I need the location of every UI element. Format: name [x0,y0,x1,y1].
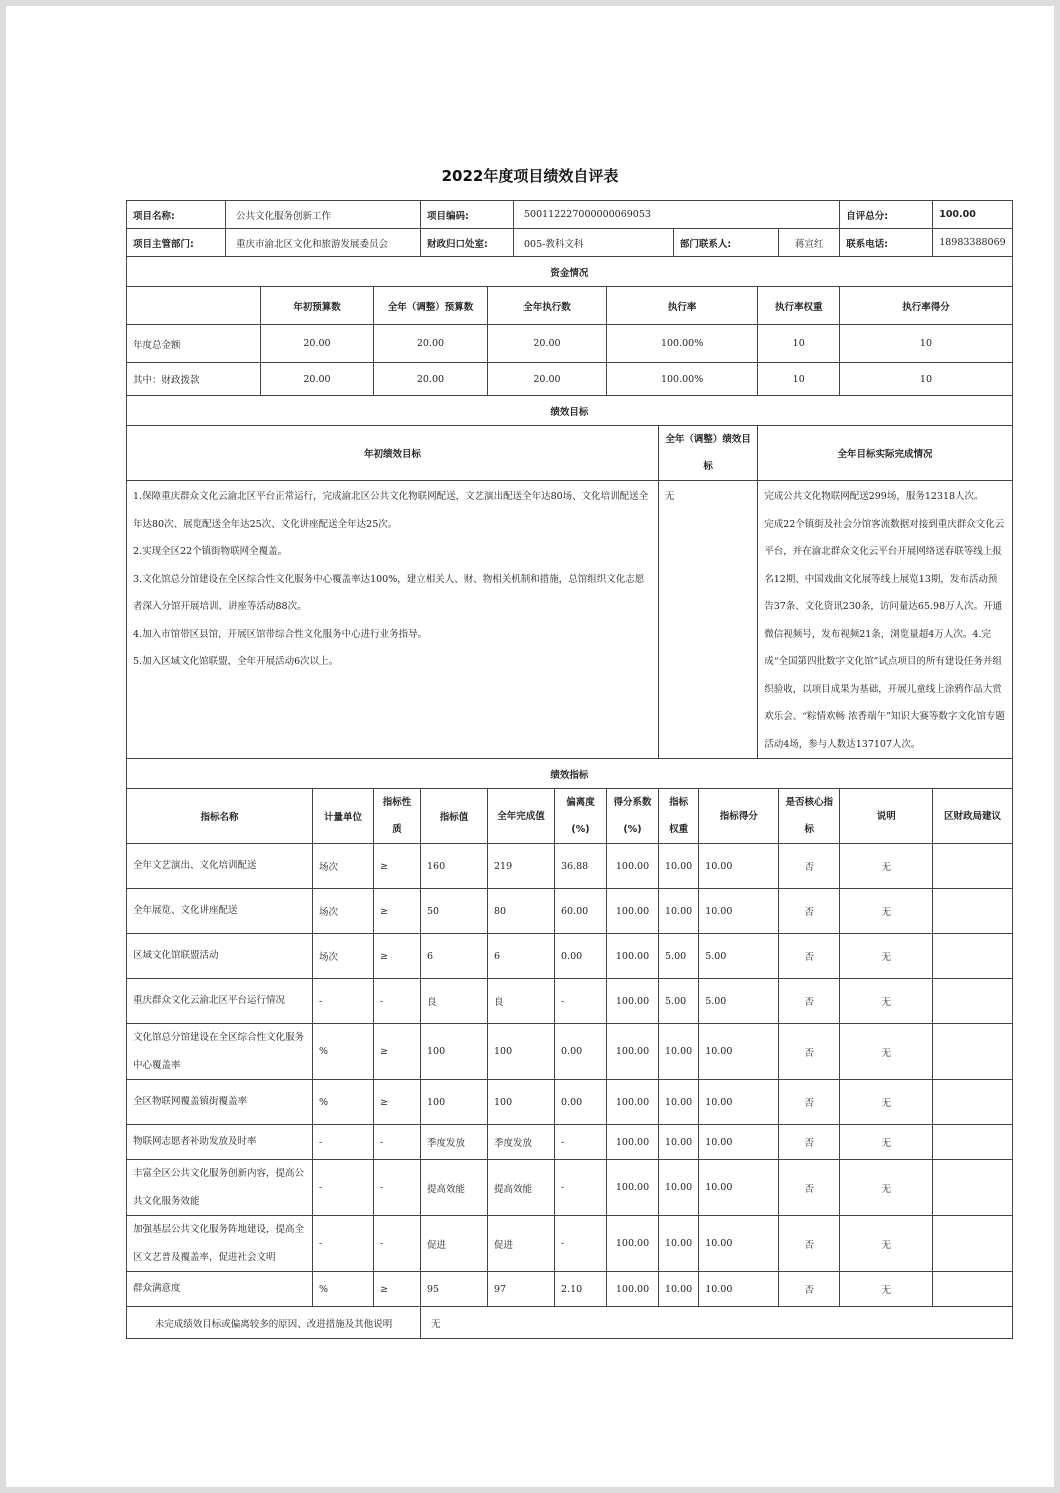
ind-header-actual: 全年完成值 [488,789,555,844]
indicator-name: 全区物联网覆盖镇街覆盖率 [127,1080,313,1125]
indicator-coef: 100.00 [607,1272,659,1307]
indicator-dev: 60.00 [555,889,607,934]
indicator-unit: - [313,1160,374,1216]
funds-row [127,325,1013,363]
indicator-advice [933,934,1013,979]
goals-actual-text-body: 完成公共文化物联网配送299场，服务12318人次。 完成22个镇街及社会分馆客流数据对接到重庆群众文化云平台，并在渝北群众文化云平台开展网络送春联等线上报名12期、中国戏曲文化展等线上展览13期，发布活动预告37条、文化资讯230条，访问量达65.98万人次。开通微信视频号，发布视频21条，浏览量超4万人次。4.完成“全国第四批数字文化馆”试点项目的所有建设任务并组织验收，以项目成果为基础，开展儿童线上涂鸦作品大赏欢乐会、“粽情欢畅 浓香端午”知识大赛等数字文化馆专题活动4场，参与人数达137107人次。 [764,491,1005,750]
indicator-unit: - [313,1125,374,1160]
indicator-actual: 100 [488,1080,555,1125]
funds-cell: 10 [758,363,840,396]
footer-value: 无 [421,1307,1013,1339]
funds-section-title: 资金情况 [127,257,1013,287]
indicator-core: 否 [779,844,840,889]
indicator-actual: 6 [488,934,555,979]
indicator-dev: - [555,1125,607,1160]
indicator-row [127,1125,1013,1160]
indicator-core: 否 [779,979,840,1024]
ind-header-nature: 指标性质 [374,789,421,844]
indicator-nature: - [374,1160,421,1216]
indicator-name: 物联网志愿者补助发放及时率 [127,1125,313,1160]
indicator-nature: ≥ [374,1272,421,1307]
indicator-nature: ≥ [374,1080,421,1125]
indicator-coef: 100.00 [607,1216,659,1272]
goals-col-adjusted: 全年（调整）绩效目标 [659,426,758,481]
goals-section-title: 绩效目标 [127,396,1013,426]
indicator-row [127,1024,1013,1080]
indicator-name: 区域文化馆联盟活动 [127,934,313,979]
footer-row [127,1307,1013,1339]
funds-cell: 100.00% [607,363,758,396]
header-row-1 [127,201,1013,229]
indicator-nature: - [374,1125,421,1160]
funds-header-1: 全年（调整）预算数 [374,287,488,325]
indicator-score: 10.00 [699,844,779,889]
indicator-name: 文化馆总分馆建设在全区综合性文化服务中心覆盖率 [127,1024,313,1080]
ind-header-dev: 偏离度(%) [555,789,607,844]
ind-header-core: 是否核心指标 [779,789,840,844]
indicator-weight: 10.00 [659,889,699,934]
indicator-dev: 0.00 [555,934,607,979]
indicator-score: 10.00 [699,889,779,934]
indicator-name: 重庆群众文化云渝北区平台运行情况 [127,979,313,1024]
indicator-target: 6 [421,934,488,979]
indicator-note: 无 [840,1080,933,1125]
indicator-note: 无 [840,889,933,934]
indicator-row [127,844,1013,889]
indicator-actual: 97 [488,1272,555,1307]
indicator-target: 季度发放 [421,1125,488,1160]
goals-initial-text [127,481,659,759]
indicator-target: 良 [421,979,488,1024]
funds-cell: 20.00 [261,325,374,363]
self-score: 100.00 [933,201,1013,229]
indicator-coef: 100.00 [607,1080,659,1125]
indicator-row [127,979,1013,1024]
indicator-actual: 219 [488,844,555,889]
indicator-dev: - [555,1216,607,1272]
indicator-nature: - [374,1216,421,1272]
indicator-name: 群众满意度 [127,1272,313,1307]
ind-header-note: 说明 [840,789,933,844]
indicator-core: 否 [779,1272,840,1307]
indicator-target: 100 [421,1080,488,1125]
indicator-unit: % [313,1080,374,1125]
indicator-score: 10.00 [699,1160,779,1216]
indicator-core: 否 [779,1024,840,1080]
project-code-label: 项目编码: [421,201,514,229]
indicator-core: 否 [779,1080,840,1125]
indicator-target: 提高效能 [421,1160,488,1216]
indicator-score: 10.00 [699,1125,779,1160]
indicators-section-title: 绩效指标 [127,759,1013,789]
ind-header-name: 指标名称 [127,789,313,844]
dept-value: 重庆市渝北区文化和旅游发展委员会 [226,229,421,257]
indicator-core: 否 [779,889,840,934]
indicator-target: 95 [421,1272,488,1307]
indicator-advice [933,979,1013,1024]
indicator-coef: 100.00 [607,1024,659,1080]
indicator-row [127,1160,1013,1216]
indicator-row [127,1216,1013,1272]
indicator-weight: 10.00 [659,1216,699,1272]
indicator-advice [933,1216,1013,1272]
indicator-unit: 场次 [313,889,374,934]
indicator-name: 全年文艺演出、文化培训配送 [127,844,313,889]
funds-cell: 20.00 [261,363,374,396]
indicator-coef: 100.00 [607,1125,659,1160]
funds-header-0: 年初预算数 [261,287,374,325]
dept-label: 项目主管部门: [127,229,226,257]
funds-cell: 10 [840,363,1013,396]
indicator-dev: 0.00 [555,1024,607,1080]
indicator-advice [933,1125,1013,1160]
indicator-name: 丰富全区公共文化服务创新内容，提高公共文化服务效能 [127,1160,313,1216]
indicator-actual: 80 [488,889,555,934]
indicator-note: 无 [840,1216,933,1272]
indicator-target: 50 [421,889,488,934]
indicator-note: 无 [840,1160,933,1216]
funds-header-2: 全年执行数 [488,287,607,325]
indicator-weight: 10.00 [659,1080,699,1125]
indicator-score: 5.00 [699,934,779,979]
phone-label: 联系电话: [840,229,933,257]
indicator-row [127,934,1013,979]
indicator-coef: 100.00 [607,844,659,889]
indicator-core: 否 [779,1160,840,1216]
indicator-score: 5.00 [699,979,779,1024]
funds-row-label: 其中：财政拨款 [127,363,261,396]
indicator-nature: ≥ [374,889,421,934]
indicator-actual: 季度发放 [488,1125,555,1160]
funds-header-3: 执行率 [607,287,758,325]
indicator-score: 10.00 [699,1272,779,1307]
self-score-label: 自评总分: [840,201,933,229]
indicators-section-row [127,759,1013,789]
indicator-dev: - [555,979,607,1024]
ind-header-target: 指标值 [421,789,488,844]
indicator-note: 无 [840,1272,933,1307]
evaluation-table [126,200,1013,1339]
funds-cell: 20.00 [488,325,607,363]
indicator-note: 无 [840,1024,933,1080]
indicator-dev: 2.10 [555,1272,607,1307]
project-name-label: 项目名称: [127,201,226,229]
indicator-dev: 36.88 [555,844,607,889]
funds-cell: 20.00 [374,325,488,363]
indicator-weight: 10.00 [659,1125,699,1160]
indicator-note: 无 [840,1125,933,1160]
indicator-note: 无 [840,844,933,889]
indicator-score: 10.00 [699,1216,779,1272]
funds-cell: 10 [840,325,1013,363]
goals-content-row [127,481,1013,759]
indicator-name: 加强基层公共文化服务阵地建设，提高全区文艺普及覆盖率，促进社会文明 [127,1216,313,1272]
indicator-nature: - [374,979,421,1024]
funds-header-5: 执行率得分 [840,287,1013,325]
finance-value: 005-教科文科 [514,229,674,257]
indicator-actual: 100 [488,1024,555,1080]
indicator-weight: 10.00 [659,1160,699,1216]
indicator-row [127,1080,1013,1125]
indicator-dev: 0.00 [555,1080,607,1125]
indicator-advice [933,1080,1013,1125]
funds-row-label: 年度总金额 [127,325,261,363]
funds-cell: 10 [758,325,840,363]
indicator-score: 10.00 [699,1080,779,1125]
indicator-weight: 10.00 [659,1272,699,1307]
indicator-advice [933,1160,1013,1216]
footer-label: 未完成绩效目标或偏离较多的原因、改进措施及其他说明 [127,1307,421,1339]
indicator-actual: 良 [488,979,555,1024]
phone-value: 18983388069 [933,229,1013,257]
indicator-coef: 100.00 [607,979,659,1024]
indicator-advice [933,889,1013,934]
indicator-unit: - [313,1216,374,1272]
indicator-unit: % [313,1024,374,1080]
ind-header-coef: 得分系数(%) [607,789,659,844]
ind-header-weight: 指标权重 [659,789,699,844]
project-code: 500112227000000069053 [514,201,840,229]
indicator-target: 160 [421,844,488,889]
contact-value: 蒋宣红 [779,229,840,257]
indicator-weight: 10.00 [659,1024,699,1080]
indicator-note: 无 [840,979,933,1024]
goals-initial-text-body: 1.保障重庆群众文化云渝北区平台正常运行，完成渝北区公共文化物联网配送，文艺演出配送全年达80场、文化培训配送全年达80次、展览配送全年达25次、文化讲座配送全年达25次。 2.实现全区22个镇街物联网全覆盖。 3.文化馆总分馆建设在全区综合性文化服务中心覆盖率达100%，建立相关人、财、物相关机制和措施，总馆组织文化志愿者深入分馆开展培训、讲座等活动88次。 4.加入市馆带区县馆，开展区馆带综合性文化服务中心进行业务指导。 5.加入区域文化馆联盟，全年开展活动6次以上。 [133,491,649,667]
indicator-coef: 100.00 [607,1160,659,1216]
indicator-core: 否 [779,934,840,979]
funds-cell: 20.00 [374,363,488,396]
indicator-name: 全年展览、文化讲座配送 [127,889,313,934]
indicator-core: 否 [779,1216,840,1272]
indicator-target: 100 [421,1024,488,1080]
indicator-actual: 促进 [488,1216,555,1272]
indicator-coef: 100.00 [607,934,659,979]
indicator-advice [933,1272,1013,1307]
project-name: 公共文化服务创新工作 [226,201,421,229]
indicator-unit: 场次 [313,934,374,979]
indicator-nature: ≥ [374,844,421,889]
indicators-body [127,844,1013,1307]
indicator-weight: 5.00 [659,979,699,1024]
finance-label: 财政归口处室: [421,229,514,257]
goals-adjusted-text: 无 [659,481,758,759]
goals-section-row [127,396,1013,426]
funds-header-4: 执行率权重 [758,287,840,325]
indicator-nature: ≥ [374,934,421,979]
funds-cell: 20.00 [488,363,607,396]
indicator-advice [933,1024,1013,1080]
indicator-unit: % [313,1272,374,1307]
indicator-weight: 5.00 [659,934,699,979]
indicator-row [127,1272,1013,1307]
funds-row [127,363,1013,396]
indicator-target: 促进 [421,1216,488,1272]
goals-header-row [127,426,1013,481]
funds-corner [127,287,261,325]
indicator-advice [933,844,1013,889]
header-row-2 [127,229,1013,257]
funds-header-row [127,287,1013,325]
ind-header-advice: 区财政局建议 [933,789,1013,844]
document-title: 2022年度项目绩效自评表 [441,167,619,185]
goals-actual-text [758,481,1013,759]
ind-header-unit: 计量单位 [313,789,374,844]
indicator-core: 否 [779,1125,840,1160]
funds-section-row [127,257,1013,287]
indicator-actual: 提高效能 [488,1160,555,1216]
indicator-note: 无 [840,934,933,979]
ind-header-score: 指标得分 [699,789,779,844]
indicator-dev: - [555,1160,607,1216]
indicator-nature: ≥ [374,1024,421,1080]
indicator-score: 10.00 [699,1024,779,1080]
indicators-header-row [127,789,1013,844]
funds-cell: 100.00% [607,325,758,363]
goals-col-actual: 全年目标实际完成情况 [758,426,1013,481]
contact-label: 部门联系人: [673,229,778,257]
indicator-coef: 100.00 [607,889,659,934]
indicator-unit: - [313,979,374,1024]
indicator-row [127,889,1013,934]
indicator-unit: 场次 [313,844,374,889]
goals-col-initial: 年初绩效目标 [127,426,659,481]
indicator-weight: 10.00 [659,844,699,889]
